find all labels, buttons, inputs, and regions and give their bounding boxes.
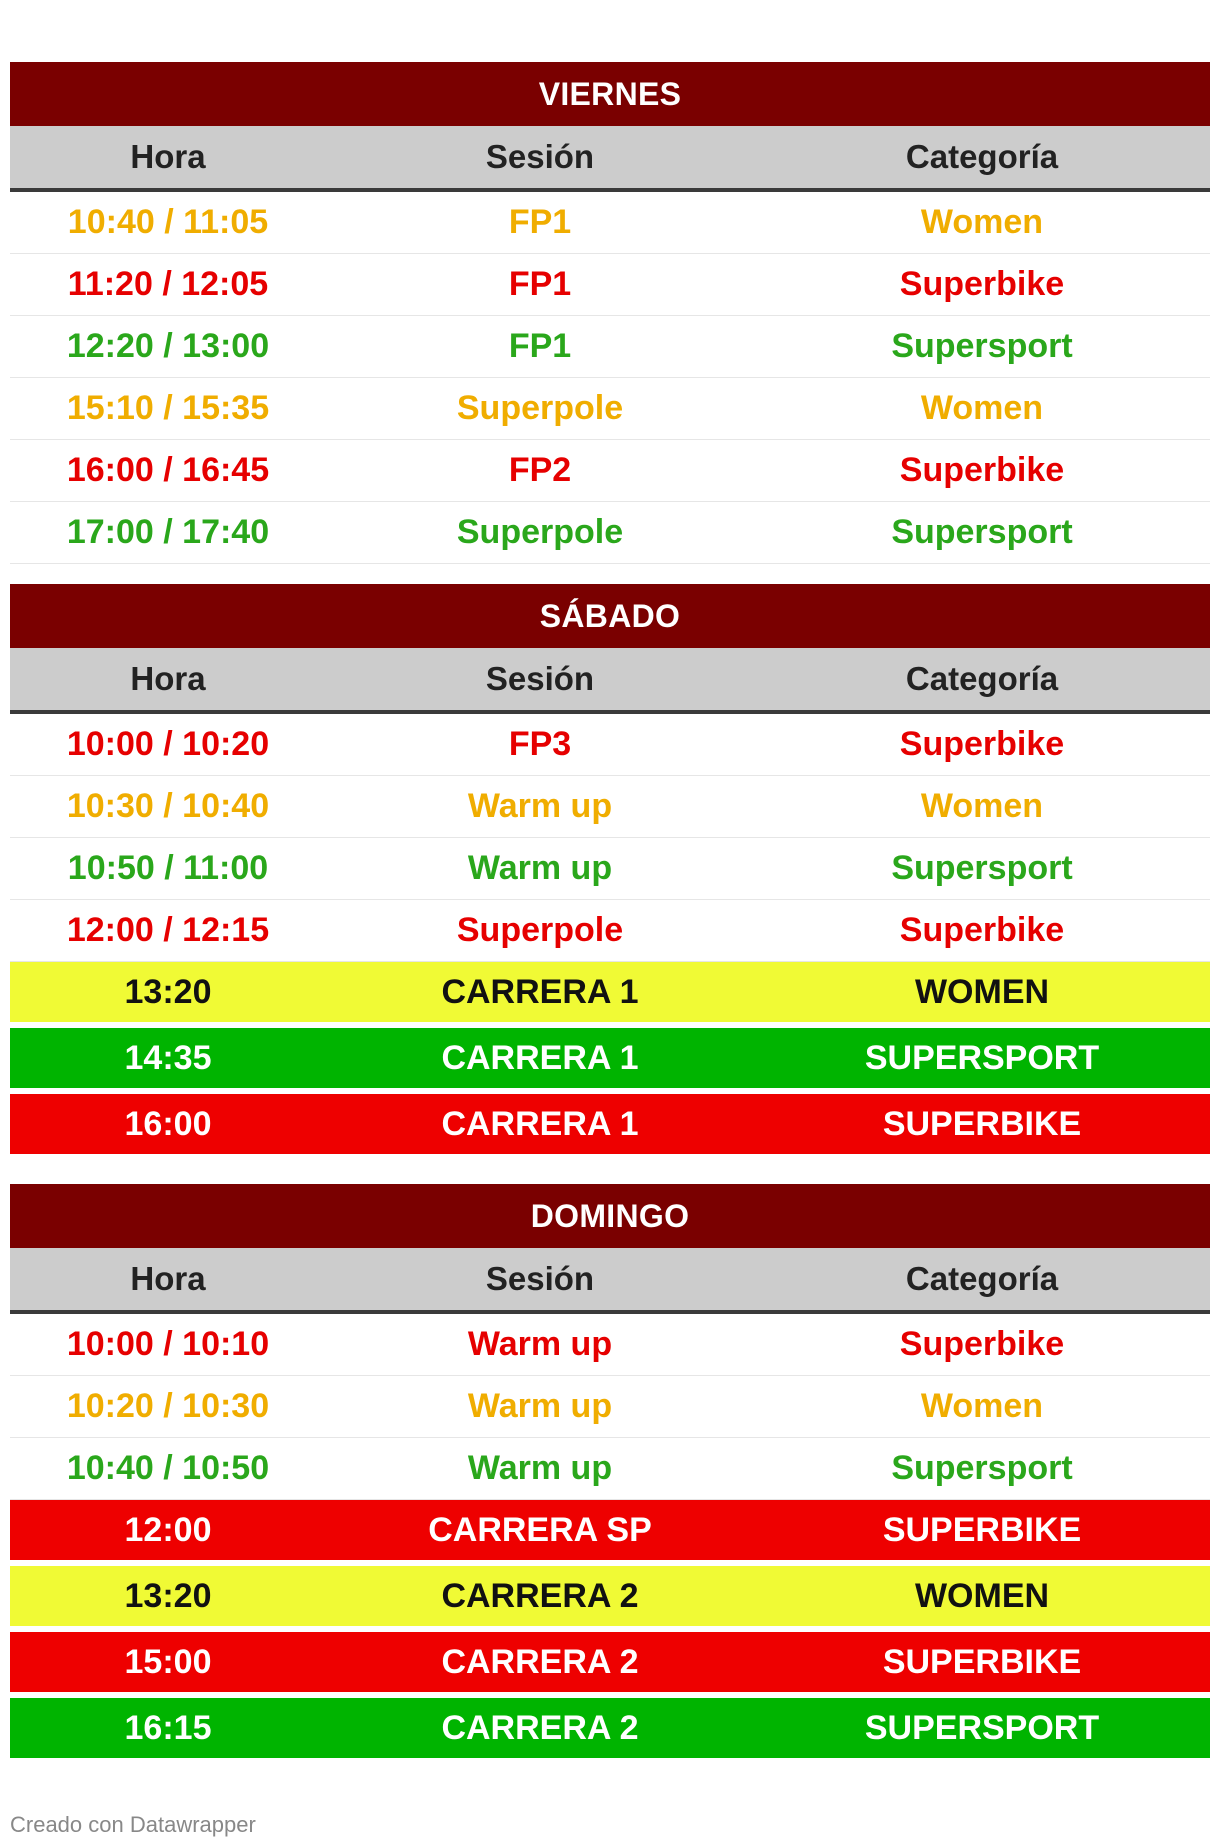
cell-hora: 10:20 / 10:30 (66, 1387, 270, 1425)
cell-sesion: CARRERA 2 (441, 1642, 639, 1681)
day-section-viernes (10, 62, 1210, 564)
cell-hora: 12:20 / 13:00 (66, 327, 270, 365)
cell-categoria: Supersport (891, 513, 1073, 551)
cell-hora: 10:40 / 11:05 (67, 203, 269, 241)
cell-hora: 13:20 (124, 972, 212, 1011)
cell-sesion: FP1 (508, 203, 572, 241)
cell-sesion: CARRERA 2 (441, 1576, 639, 1615)
race-row (10, 962, 1210, 1022)
cell-sesion: Warm up (467, 1449, 613, 1487)
cell-sesion: CARRERA 1 (441, 972, 639, 1011)
cell-hora: 10:40 / 10:50 (66, 1449, 270, 1487)
cell-sesion: CARRERA 1 (441, 1104, 639, 1143)
column-header-hora: Hora (130, 660, 206, 697)
cell-categoria: Supersport (891, 849, 1073, 887)
column-header-row (10, 648, 1210, 714)
cell-categoria: Superbike (899, 1325, 1065, 1363)
column-header-hora: Hora (130, 138, 206, 175)
column-header-categoria: Categoría (905, 138, 1059, 175)
cell-hora: 15:10 / 15:35 (66, 389, 270, 427)
cell-hora: 13:20 (124, 1576, 212, 1615)
cell-hora: 10:00 / 10:20 (66, 725, 270, 763)
column-header-categoria: Categoría (905, 1260, 1059, 1297)
cell-categoria: SUPERBIKE (882, 1104, 1082, 1143)
session-row (10, 900, 1210, 962)
race-row (10, 1500, 1210, 1560)
cell-sesion: Superpole (456, 389, 624, 427)
column-header-categoria: Categoría (905, 660, 1059, 697)
cell-sesion: Superpole (456, 513, 624, 551)
cell-hora: 14:35 (124, 1038, 212, 1077)
cell-categoria: Superbike (899, 265, 1065, 303)
session-row (10, 316, 1210, 378)
cell-categoria: Superbike (899, 451, 1065, 489)
column-header-row (10, 1248, 1210, 1314)
day-header: SÁBADO (10, 584, 1210, 648)
cell-hora: 12:00 (124, 1510, 212, 1549)
session-row (10, 1376, 1210, 1438)
cell-hora: 10:00 / 10:10 (66, 1325, 270, 1363)
cell-categoria: Supersport (891, 1449, 1073, 1487)
schedule-table (10, 62, 1210, 1764)
column-header-hora: Hora (130, 1260, 206, 1297)
cell-categoria: Superbike (899, 725, 1065, 763)
column-header-sesion: Sesión (485, 660, 595, 697)
cell-categoria: SUPERSPORT (864, 1708, 1100, 1747)
session-row (10, 440, 1210, 502)
cell-categoria: SUPERBIKE (882, 1510, 1082, 1549)
cell-hora: 10:30 / 10:40 (66, 787, 270, 825)
cell-hora: 16:00 / 16:45 (66, 451, 270, 489)
session-row (10, 1314, 1210, 1376)
cell-hora: 12:00 / 12:15 (66, 911, 270, 949)
cell-hora: 16:00 (124, 1104, 212, 1143)
session-row (10, 378, 1210, 440)
cell-hora: 15:00 (124, 1642, 212, 1681)
cell-sesion: Warm up (467, 1325, 613, 1363)
cell-sesion: FP1 (508, 327, 572, 365)
cell-categoria: Women (920, 1387, 1044, 1425)
cell-hora: 11:20 / 12:05 (67, 265, 269, 303)
day-header: VIERNES (10, 62, 1210, 126)
cell-sesion: FP1 (508, 265, 572, 303)
session-row (10, 838, 1210, 900)
session-row (10, 776, 1210, 838)
cell-hora: 17:00 / 17:40 (66, 513, 270, 551)
cell-hora: 16:15 (124, 1708, 212, 1747)
race-row (10, 1028, 1210, 1088)
session-row (10, 502, 1210, 564)
day-section-sábado (10, 584, 1210, 1154)
cell-sesion: FP3 (508, 725, 572, 763)
session-row (10, 1438, 1210, 1500)
cell-sesion: CARRERA 2 (441, 1708, 639, 1747)
session-row (10, 714, 1210, 776)
column-header-sesion: Sesión (485, 138, 595, 175)
session-row (10, 192, 1210, 254)
cell-sesion: Superpole (456, 911, 624, 949)
footer-credit: Creado con Datawrapper (10, 1812, 256, 1837)
cell-sesion: Warm up (467, 849, 613, 887)
cell-sesion: Warm up (467, 1387, 613, 1425)
cell-sesion: Warm up (467, 787, 613, 825)
cell-sesion: CARRERA 1 (441, 1038, 639, 1077)
race-row (10, 1698, 1210, 1758)
day-section-domingo (10, 1184, 1210, 1758)
cell-categoria: Women (920, 203, 1044, 241)
race-row (10, 1094, 1210, 1154)
cell-categoria: WOMEN (914, 972, 1050, 1011)
cell-categoria: Superbike (899, 911, 1065, 949)
cell-sesion: FP2 (508, 451, 572, 489)
cell-categoria: Women (920, 389, 1044, 427)
race-row (10, 1632, 1210, 1692)
cell-categoria: SUPERBIKE (882, 1642, 1082, 1681)
cell-hora: 10:50 / 11:00 (67, 849, 269, 887)
cell-categoria: SUPERSPORT (864, 1038, 1100, 1077)
column-header-sesion: Sesión (485, 1260, 595, 1297)
cell-categoria: Women (920, 787, 1044, 825)
race-row (10, 1566, 1210, 1626)
cell-categoria: Supersport (891, 327, 1073, 365)
day-header: DOMINGO (10, 1184, 1210, 1248)
session-row (10, 254, 1210, 316)
cell-categoria: WOMEN (914, 1576, 1050, 1615)
cell-sesion: CARRERA SP (428, 1510, 652, 1549)
column-header-row (10, 126, 1210, 192)
